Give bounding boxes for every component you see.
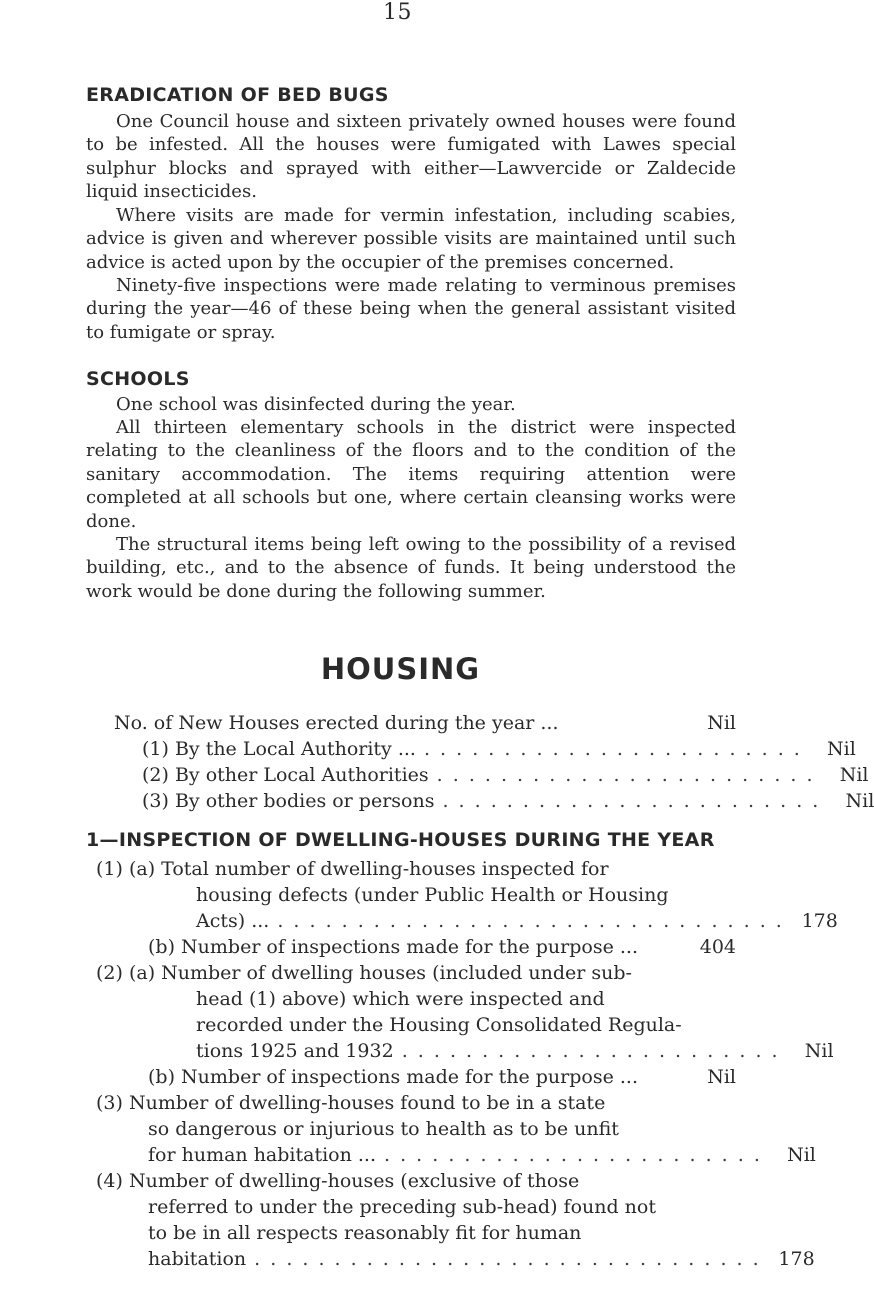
inspection-heading: 1—INSPECTION OF DWELLING-HOUSES DURING THE YEAR [86,829,715,851]
inspection-1b-last: (b) Number of inspections made for the purpose ... [148,936,639,958]
inspection-3-row [148,1142,816,1168]
bed-bugs-paragraph-2: Where visits are made for vermin infestation, including scabies, advice is given and wherever possible visits are maintained until such advice is acted upon by the occupier of the premises concerned. [86,205,736,273]
inspection-4-value: 178 [778,1248,815,1270]
section-heading-bed-bugs: ERADICATION OF BED BUGS [86,84,389,106]
inspection-1a-row [196,908,838,934]
section-heading-schools: SCHOOLS [86,368,190,390]
inspection-2b-last: (b) Number of inspections made for the purpose ... [148,1066,639,1088]
new-houses-item-value: Nil [845,790,874,812]
inspection-1a-line: (1) (a) Total number of dwelling-houses inspected for [96,858,609,880]
inspection-4-line: (4) Number of dwelling-houses (exclusive of those [96,1170,580,1192]
inspection-2a-line: recorded under the Housing Consolidated Regula- [196,1014,682,1036]
new-houses-row [114,710,736,736]
leader-dots: . . . . . . . . . . . . . . . . . . . . . . . . [436,764,815,786]
leader-dots: . . . . . . . . . . . . . . . . . . . . . . . . [442,790,821,812]
new-houses-value: Nil [707,712,736,734]
inspection-4-last: habitation [148,1248,247,1270]
inspection-4-line: to be in all respects reasonably fit for human [148,1222,582,1244]
schools-paragraph-1: One school was disinfected during the year. [116,394,516,415]
inspection-3-line: so dangerous or injurious to health as to be unfit [148,1118,619,1140]
leader-dots: . . . . . . . . . . . . . . . . . . . . . . . . [423,738,802,760]
inspection-2a-line: head (1) above) which were inspected and [196,988,605,1010]
new-houses-item-row [142,762,869,788]
inspection-4-row [148,1246,815,1272]
new-houses-label: No. of New Houses erected during the year ... [114,712,559,734]
inspection-3-line: (3) Number of dwelling-houses found to be in a state [96,1092,606,1114]
new-houses-item-label: (3) By other bodies or persons [142,790,435,812]
inspection-3-value: Nil [787,1144,816,1166]
bed-bugs-paragraph-1: One Council house and sixteen privately owned houses were found to be infested. All the houses were fumigated with Lawes special sulphur blocks and sprayed with either—Lawvercide or Zaldecide liquid insecticides. [86,111,736,203]
leader-dots: . . . . . . . . . . . . . . . . . . . . . . . . . . . . . . . . [277,910,784,932]
bed-bugs-paragraph-3: Ninety-five inspections were made relating to verminous premises during the year—46 of these being when the general assistant visited to fumigate or spray. [86,275,736,343]
schools-paragraph-3: The structural items being left owing to the possibility of a revised building, etc., and to the absence of funds. It being understood the work would be done during the following summer. [86,534,736,602]
inspection-4-line: referred to under the preceding sub-head) found not [148,1196,656,1218]
new-houses-item-row [142,788,874,814]
inspection-2a-last: tions 1925 and 1932 [196,1040,394,1062]
housing-heading: HOUSING [320,652,481,686]
inspection-1a-last: Acts) ... [196,910,270,932]
inspection-2b-value: Nil [707,1066,736,1088]
page-number: 15 [383,0,412,25]
new-houses-item-label: (2) By other Local Authorities [142,764,429,786]
new-houses-item-row [142,736,856,762]
new-houses-item-value: Nil [839,764,869,786]
inspection-2a-value: Nil [804,1040,834,1062]
inspection-2a-row [196,1038,834,1064]
leader-dots: . . . . . . . . . . . . . . . . . . . . . . . . [384,1144,762,1166]
inspection-1b-value: 404 [699,936,736,958]
inspection-1a-value: 178 [801,910,838,932]
new-houses-item-label: (1) By the Local Authority ... [142,738,416,760]
leader-dots: . . . . . . . . . . . . . . . . . . . . . . . . . . . . . . . . [254,1248,761,1270]
inspection-2a-line: (2) (a) Number of dwelling houses (included under sub- [96,962,632,984]
inspection-2b-row [148,1064,736,1090]
schools-paragraph-2: All thirteen elementary schools in the district were inspected relating to the cleanliness of the floors and to the condition of the sanitary accommodation. The items requiring attention were completed at all schools but one, where certain cleansing works were done. [86,417,736,532]
inspection-3-last: for human habitation ... [148,1144,376,1166]
inspection-1a-line: housing defects (under Public Health or Housing [196,884,669,906]
inspection-1b-row [148,934,736,960]
leader-dots: . . . . . . . . . . . . . . . . . . . . . . . . [401,1040,780,1062]
new-houses-item-value: Nil [827,738,856,760]
